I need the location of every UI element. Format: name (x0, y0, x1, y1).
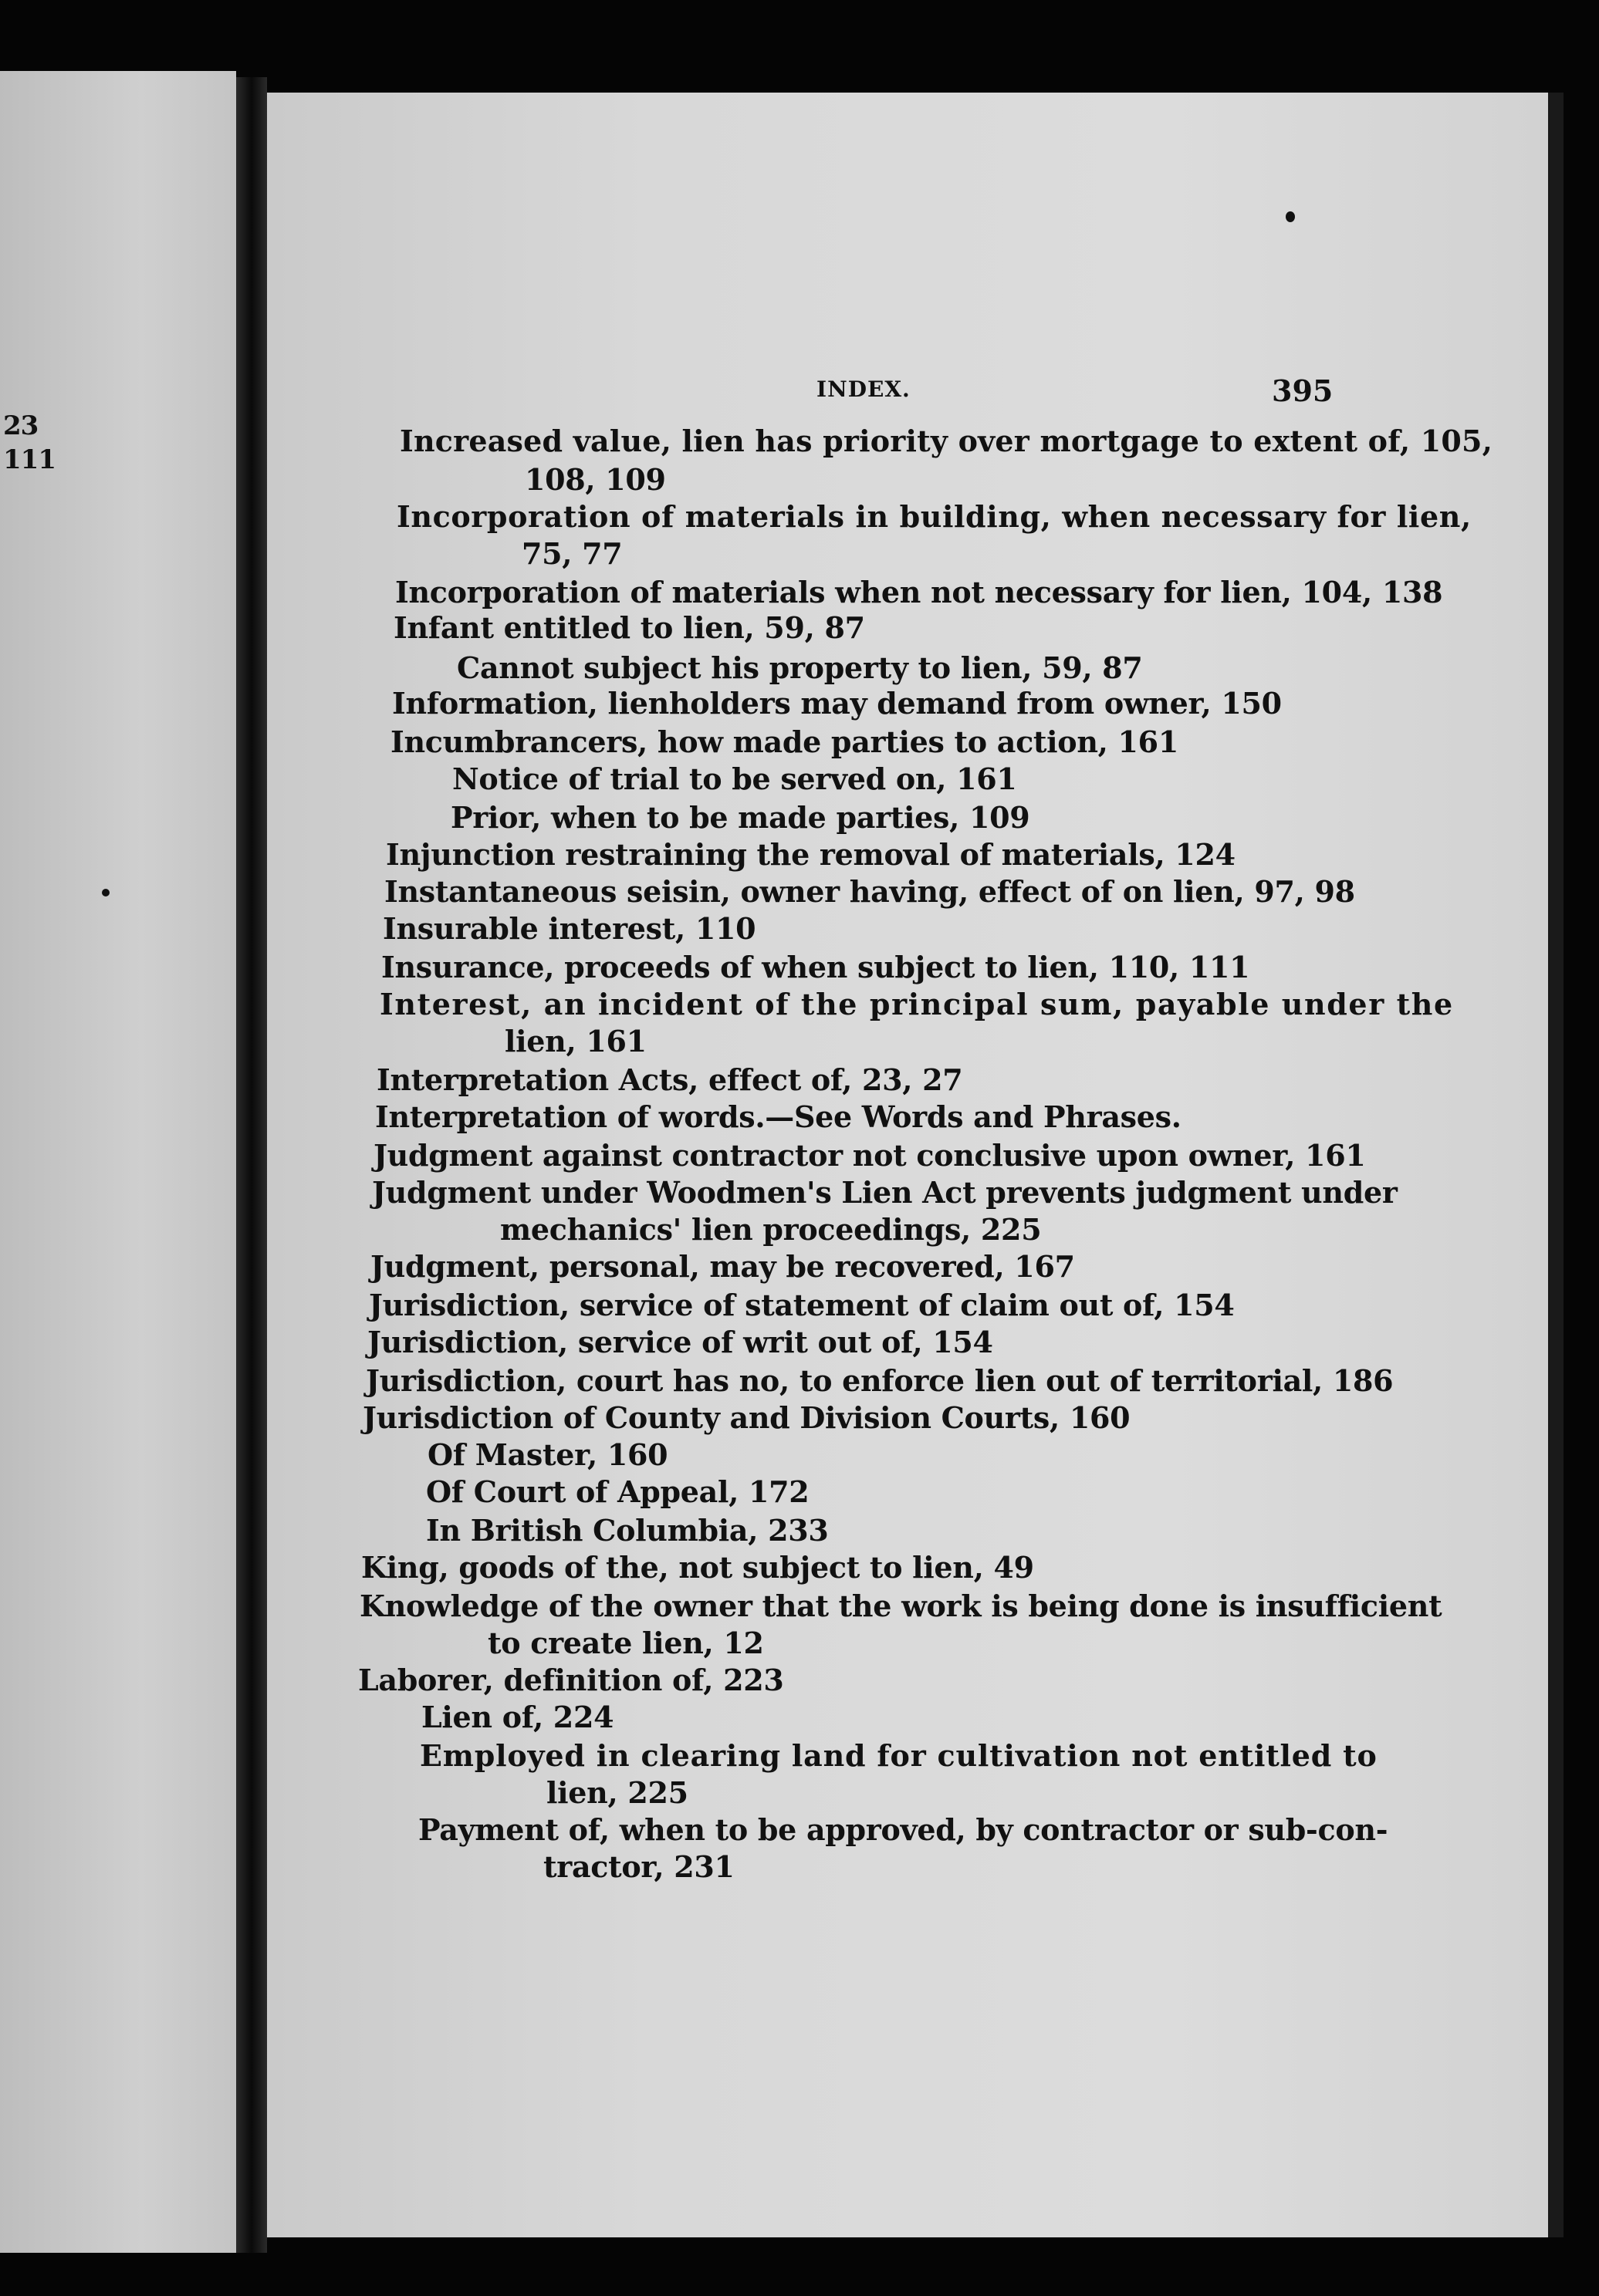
index-entry: Interpretation Acts, effect of, 23, 27 (377, 1062, 963, 1097)
index-entry: Interest, an incident of the principal sum, payable under the (380, 987, 1454, 1021)
index-subentry: Lien of, 224 (421, 1700, 614, 1734)
index-entry: Jurisdiction, service of statement of claim out of, 154 (369, 1288, 1235, 1322)
index-subentry: Cannot subject his property to lien, 59, 87 (457, 650, 1143, 685)
index-entry: Jurisdiction, court has no, to enforce lien out of territorial, 186 (366, 1363, 1394, 1398)
index-entry: Infant entitled to lien, 59, 87 (394, 610, 865, 645)
index-entry: Judgment against contractor not conclusive upon owner, 161 (374, 1138, 1366, 1173)
index-entry: Laborer, definition of, 223 (358, 1663, 784, 1697)
index-entry: Injunction restraining the removal of materials, 124 (386, 837, 1236, 872)
index-entry-continuation: 75, 77 (522, 536, 623, 571)
index-entry: Judgment under Woodmen's Lien Act prevents judgment under (372, 1175, 1398, 1210)
index-entry: Jurisdiction, service of writ out of, 154 (367, 1325, 993, 1359)
index-subentry: Of Court of Appeal, 172 (426, 1474, 810, 1509)
left-margin-number: 23 (3, 410, 39, 441)
index-subentry: In British Columbia, 233 (426, 1513, 829, 1548)
index-entry: Judgment, personal, may be recovered, 167 (370, 1249, 1075, 1284)
index-entry: Information, lienholders may demand from owner, 150 (392, 686, 1282, 721)
index-subentry: Payment of, when to be approved, by contractor or sub-con- (418, 1812, 1388, 1847)
index-subentry: Notice of trial to be served on, 161 (452, 761, 1017, 796)
index-subentry: Of Master, 160 (428, 1437, 668, 1472)
index-entry: Insurable interest, 110 (383, 911, 756, 946)
index-entry: Knowledge of the owner that the work is being done is insufficient (360, 1589, 1442, 1623)
index-subentry: Employed in clearing land for cultivation not entitled to (420, 1738, 1378, 1773)
index-entry: Incorporation of materials when not necessary for lien, 104, 138 (395, 575, 1443, 609)
page-number: 395 (1272, 373, 1334, 408)
index-entry: Jurisdiction of County and Division Courts, 160 (363, 1400, 1131, 1435)
index-entry-continuation: 108, 109 (525, 462, 666, 497)
index-entry: Interpretation of words.—See Words and Phrases. (375, 1099, 1182, 1134)
index-entry-continuation: to create lien, 12 (488, 1626, 764, 1660)
index-entry: King, goods of the, not subject to lien, 49 (361, 1550, 1034, 1585)
index-entry-continuation: lien, 225 (546, 1775, 688, 1810)
index-entry: Insurance, proceeds of when subject to lien, 110, 111 (381, 950, 1250, 984)
index-entry-continuation: lien, 161 (505, 1024, 647, 1059)
index-entry: Instantaneous seisin, owner having, effect of on lien, 97, 98 (384, 874, 1355, 909)
index-entry: Incumbrancers, how made parties to action, 161 (390, 724, 1178, 759)
left-margin-number: 111 (3, 444, 56, 475)
index-subentry: Prior, when to be made parties, 109 (451, 800, 1030, 835)
index-entry-continuation: tractor, 231 (543, 1849, 735, 1884)
running-header-title: INDEX. (816, 376, 911, 402)
index-entry: Increased value, lien has priority over mortgage to extent of, 105, (400, 424, 1493, 458)
index-entry-continuation: mechanics' lien proceedings, 225 (500, 1212, 1042, 1247)
index-entry: Incorporation of materials in building, when necessary for lien, (397, 499, 1472, 534)
